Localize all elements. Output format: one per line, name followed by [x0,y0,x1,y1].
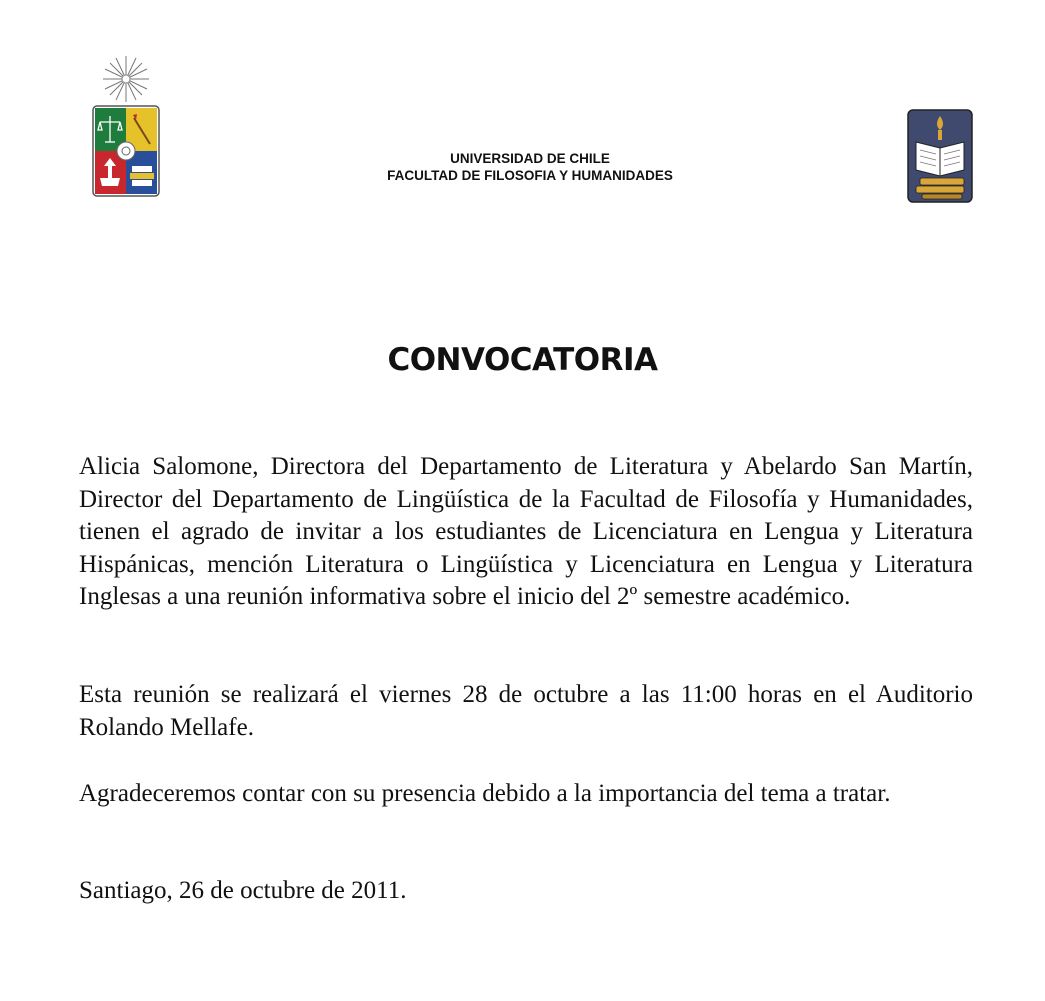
faculty-name: FACULTAD DE FILOSOFIA Y HUMANIDADES [387,168,673,183]
paragraph-invitation: Alicia Salomone, Directora del Departamento de Literatura y Abelardo San Martín, Director del Departamento de Lingüística de la Facultad de Filosofía y Humanidades, tienen el agrado de invitar a los estudiantes de Licenciatura en Lengua y Literatura Hispánicas, mención Literatura o Lingüística y Licenciatura en Lengua y Literatura Inglesas a una reunión informativa sobre el inicio del 2º semestre académico. [79,453,973,611]
document-title: CONVOCATORIA [387,342,658,378]
institution-header [300,150,760,184]
paragraph-meeting-details: Esta reunión se realizará el viernes 28 de octubre a las 11:00 horas en el Auditorio Rolando Mellafe. [79,681,973,741]
paragraph-closing: Agradeceremos contar con su presencia debido a la importancia del tema a tratar. [79,780,891,807]
faculty-book-emblem-icon [906,108,974,204]
university-name: UNIVERSIDAD DE CHILE [450,151,610,166]
university-coat-of-arms-icon [84,54,168,202]
paragraph-date-place: Santiago, 26 de octubre de 2011. [79,877,407,904]
